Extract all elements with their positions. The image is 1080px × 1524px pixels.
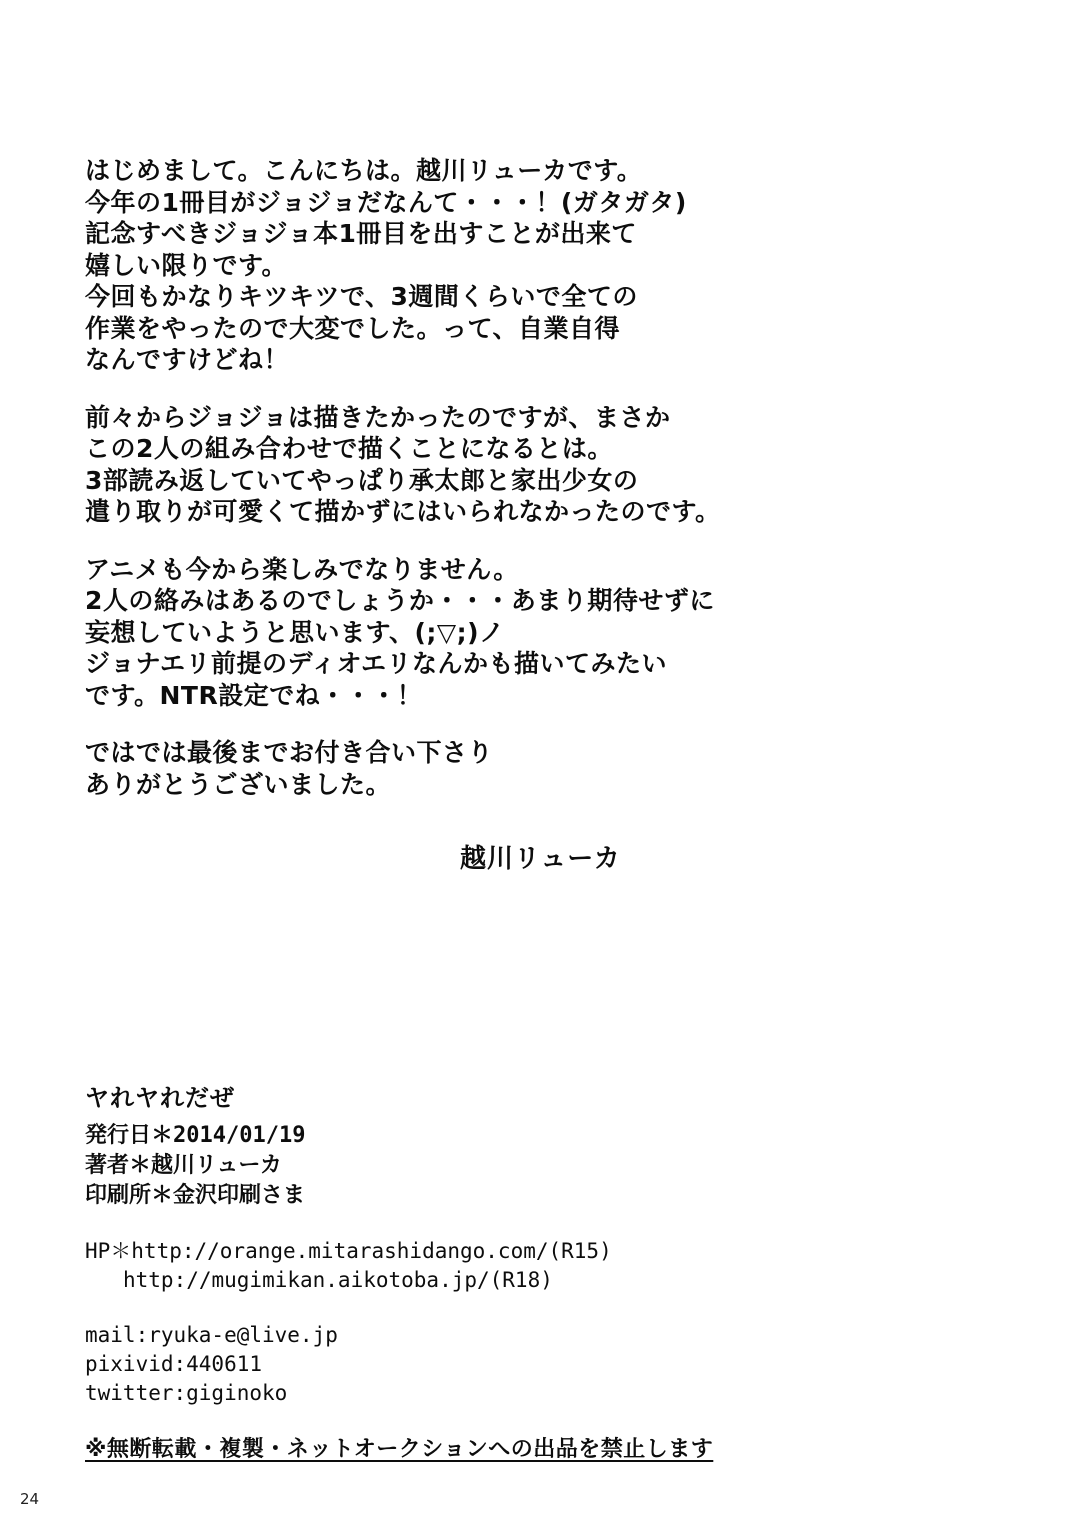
colophon-publication-info [85, 1078, 965, 1211]
afterword-line: はじめまして。こんにちは。越川リューカです。 [85, 156, 643, 185]
colophon-publish-date: 発行日＊2014/01/19 [85, 1123, 306, 1148]
afterword-line: 遣り取りが可愛くて描かずにはいられなかったのです。 [85, 497, 721, 526]
colophon-mail[interactable]: mail:ryuka-e@live.jp [85, 1323, 338, 1347]
colophon-title: ヤれヤれだぜ [85, 1084, 235, 1112]
afterword-line: 記念すべきジョジョ本1冊目を出すことが出来て [85, 219, 637, 248]
reproduction-notice: ※無断転載・複製・ネットオークションへの出品を禁止します [85, 1437, 714, 1462]
afterword-paragraph [85, 737, 925, 800]
afterword-text-block [85, 155, 925, 800]
afterword-line: 妄想していようと思います、(;▽;)ノ [85, 617, 505, 647]
colophon-twitter[interactable]: twitter:giginoko [85, 1381, 288, 1405]
afterword-line: 3部読み返していてやっぱり承太郎と家出少女の [85, 465, 639, 495]
afterword-line: ジョナエリ前提のディオエリなんかも描いてみたい [85, 649, 668, 678]
afterword-line: ではでは最後までお付き合い下さり [85, 738, 494, 767]
afterword-line: なんですけどね！ [85, 345, 290, 374]
afterword-line: アニメも今から楽しみでなりません。 [85, 554, 519, 584]
afterword-line: 今年の1冊目がジョジョだなんて・・・！(ガタガタ) [85, 187, 687, 217]
afterword-line: 作業をやったので大変でした。って、自業自得 [85, 313, 621, 343]
colophon-block [85, 1078, 965, 1408]
afterword-line: 嬉しい限りです。 [85, 250, 288, 280]
author-signature: 越川リューカ [460, 844, 621, 874]
afterword-line: です。NTR設定でね・・・！ [85, 680, 423, 710]
afterword-line: 今回もかなりキツキツで、3週間くらいで全ての [85, 282, 638, 311]
colophon-website-info [85, 1237, 965, 1295]
afterword-line: この2人の組み合わせで描くことになるとは。 [85, 434, 613, 463]
page-number: 24 [20, 1490, 40, 1508]
colophon-contact-info [85, 1321, 965, 1408]
afterword-paragraph [85, 402, 925, 528]
afterword-line: 2人の絡みはあるのでしょうか・・・あまり期待せずに [85, 586, 715, 615]
colophon-hp-primary[interactable]: HP＊http://orange.mitarashidango.com/(R15) [85, 1239, 612, 1263]
colophon-author: 著者＊越川リューカ [85, 1153, 282, 1178]
colophon-hp-secondary[interactable]: http://mugimikan.aikotoba.jp/(R18) [123, 1268, 553, 1292]
afterword-paragraph [85, 554, 925, 712]
afterword-paragraph [85, 155, 925, 376]
afterword-line: ありがとうございました。 [85, 769, 392, 799]
colophon-pixiv-id: pixivid:440611 [85, 1352, 263, 1376]
afterword-line: 前々からジョジョは描きたかったのですが、まさか [85, 402, 671, 432]
colophon-printer: 印刷所＊金沢印刷さま [85, 1183, 306, 1208]
